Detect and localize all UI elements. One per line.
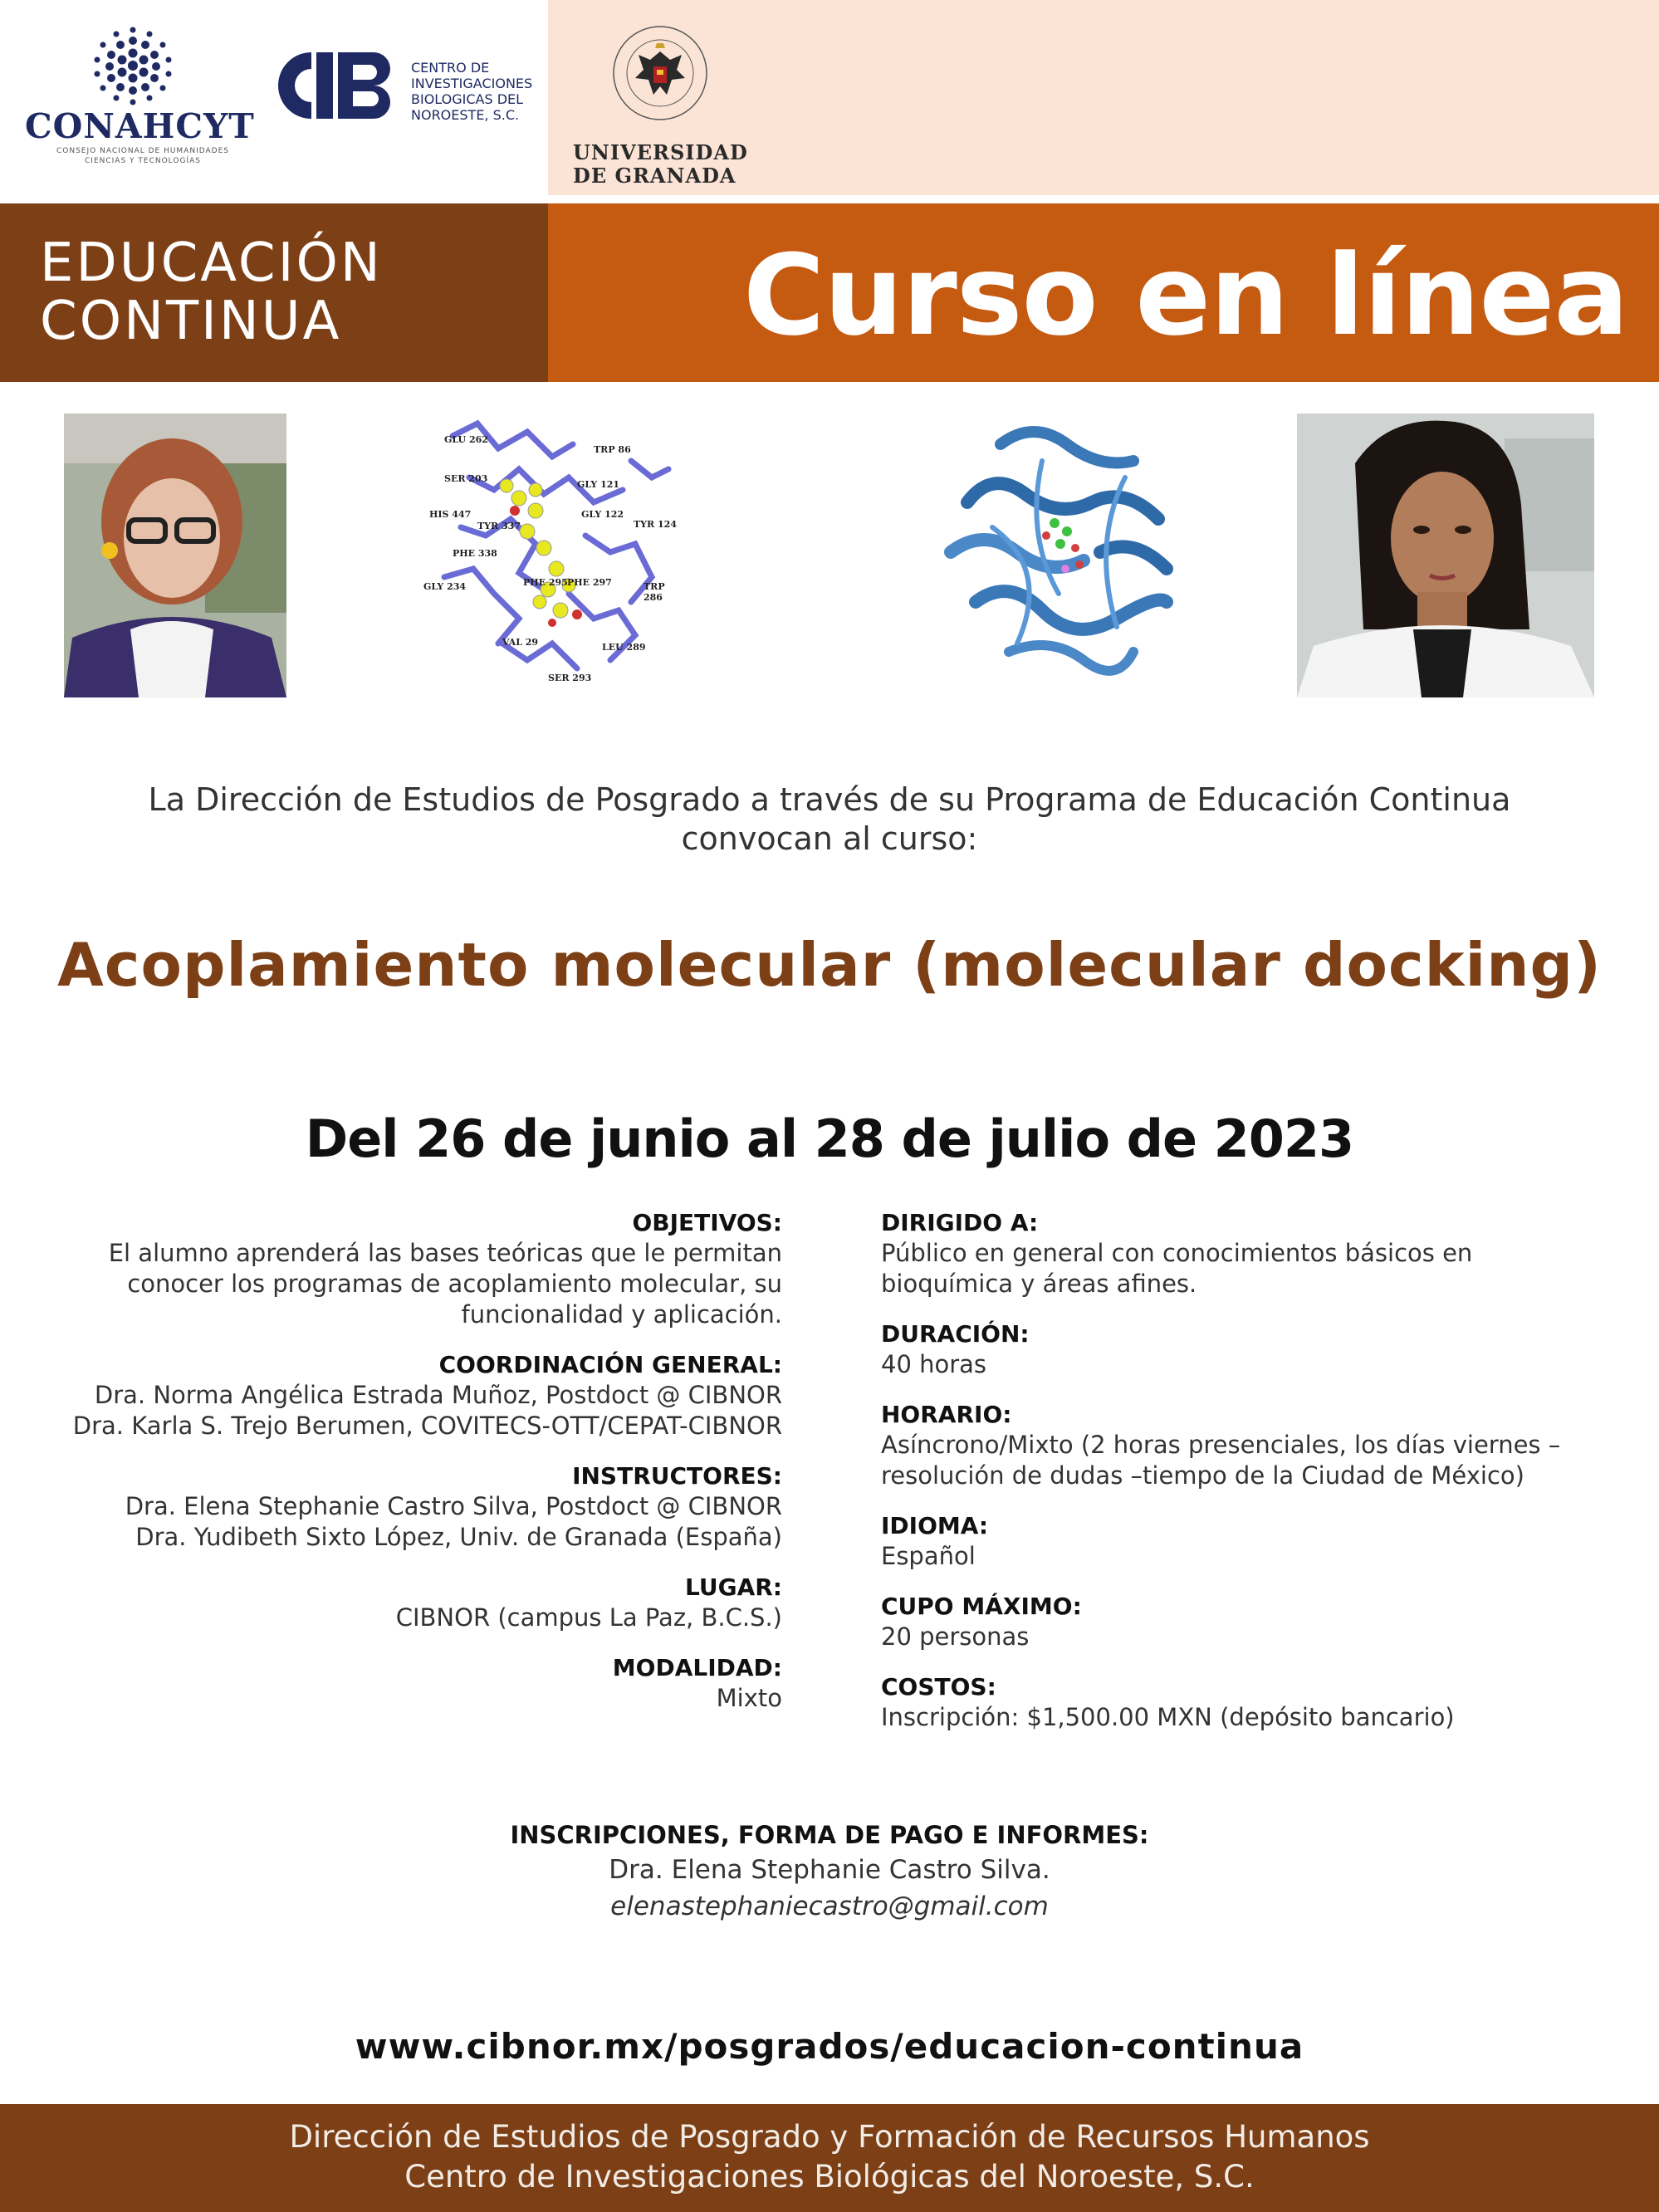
residue-label: PHE 297: [567, 577, 612, 588]
footer-line-1: Dirección de Estudios de Posgrado y Formación de Recursos Humanos: [289, 2119, 1370, 2155]
section-dirigido: DIRIGIDO A: Público en general con conocimientos básicos en bioquímica y áreas afines.: [881, 1209, 1473, 1298]
residue-label: TYR 337: [477, 521, 521, 531]
residue-label: SER 293: [548, 673, 592, 683]
instructor-photo-right: [1297, 414, 1594, 697]
residue-label: SER 203: [444, 473, 488, 484]
details-right-column: [881, 1208, 1603, 1753]
course-title: Acoplamiento molecular (molecular docking): [57, 930, 1602, 1000]
contact-email-link[interactable]: elenastephaniecastro@gmail.com: [610, 1891, 1049, 1921]
section-objetivos: OBJETIVOS: El alumno aprenderá las bases teóricas que le permitan conocer los programas de acoplamiento molecular, su funcionalidad y aplicación.: [108, 1209, 782, 1329]
cib-logo-icon: [270, 48, 403, 123]
details-left-column: [66, 1208, 782, 1734]
residue-label: PHE 338: [453, 548, 497, 559]
conahcyt-subtitle: CONSEJO NACIONAL DE HUMANIDADES CIENCIAS Y TECNOLOGÍAS: [56, 147, 230, 165]
residue-labels: GLU 262: [444, 434, 488, 445]
residue-label: PHE 295: [523, 577, 568, 588]
residue-label: TYR 124: [634, 519, 677, 530]
residue-label: GLY 121: [577, 479, 620, 490]
website-link[interactable]: www.cibnor.mx/posgrados/educacion-continua: [355, 2026, 1304, 2067]
section-cupo: CUPO MÁXIMO: 20 personas: [881, 1593, 1082, 1651]
residue-label: GLY 234: [423, 581, 467, 592]
residue-label: VAL 29: [502, 637, 539, 648]
section-coordinacion: COORDINACIÓN GENERAL: Dra. Norma Angélica Estrada Muñoz, Postdoct @ CIBNOR Dra. Karla S. Trejo Berumen, COVITECS-OTT/CEPAT-CIBNOR: [72, 1351, 782, 1440]
footer-band: [0, 2104, 1659, 2212]
ugr-seal-icon: [610, 23, 710, 123]
residue-label: HIS 447: [429, 509, 472, 520]
protein-ribbon-image: [918, 411, 1200, 693]
section-idioma: IDIOMA: Español: [881, 1512, 989, 1570]
section-lugar: LUGAR: CIBNOR (campus La Paz, B.C.S.): [395, 1573, 782, 1632]
footer-line-2: Centro de Investigaciones Biológicas del Noroeste, S.C.: [404, 2159, 1255, 2195]
section-duracion: DURACIÓN: 40 horas: [881, 1320, 1030, 1378]
ugr-name: UNIVERSIDAD DE GRANADA: [573, 140, 748, 188]
conahcyt-name: CONAHCYT: [25, 106, 255, 146]
residue-label: TRP 86: [594, 444, 631, 455]
educacion-continua-label: EDUCACIÓN CONTINUA: [40, 232, 383, 352]
curso-en-linea-heading: Curso en línea: [743, 231, 1628, 360]
section-modalidad: MODALIDAD: Mixto: [612, 1654, 782, 1712]
inscripciones-block: INSCRIPCIONES, FORMA DE PAGO E INFORMES: Dra. Elena Stephanie Castro Silva. elenastephaniecastro@gmail.com: [66, 1818, 1593, 1925]
section-horario: HORARIO: Asíncrono/Mixto (2 horas presenciales, los días viernes – resolución de dudas –tiempo de la Ciudad de México): [881, 1401, 1561, 1490]
instructor-photo-left: [64, 414, 286, 697]
cib-name: CENTRO DE INVESTIGACIONES BIOLOGICAS DEL NOROESTE, S.C.: [411, 60, 533, 123]
section-instructores: INSTRUCTORES: Dra. Elena Stephanie Castro Silva, Postdoct @ CIBNOR Dra. Yudibeth Sixto López, Univ. de Granada (España): [125, 1462, 782, 1551]
section-costos: COSTOS: Inscripción: $1,500.00 MXN (depósito bancario): [881, 1673, 1455, 1731]
intro-text: La Dirección de Estudios de Posgrado a través de su Programa de Educación Continua convocan al curso:: [148, 781, 1511, 857]
contact-name: Dra. Elena Stephanie Castro Silva.: [609, 1855, 1050, 1885]
binding-site-diagram: [419, 411, 677, 685]
residue-label: GLY 122: [581, 509, 624, 520]
conahcyt-logo-icon: [91, 27, 174, 105]
residue-label: LEU 289: [602, 642, 646, 653]
course-dates: Del 26 de junio al 28 de julio de 2023: [305, 1108, 1354, 1169]
residue-label: TRP 286: [644, 581, 665, 603]
